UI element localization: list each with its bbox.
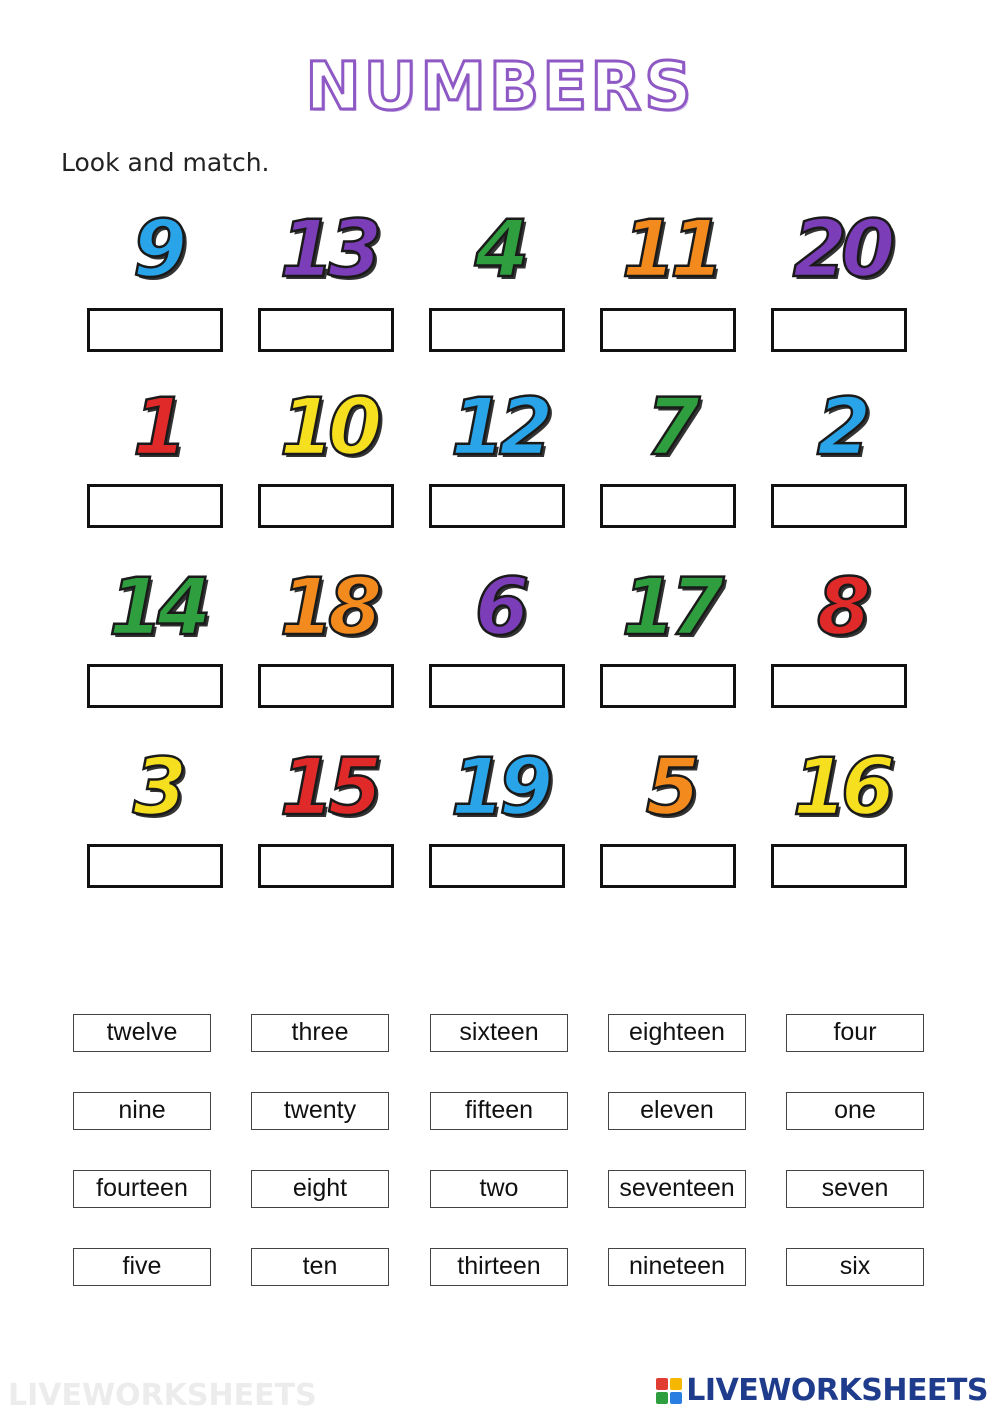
answer-drop-box[interactable]: [771, 484, 907, 528]
answer-drop-box[interactable]: [600, 844, 736, 888]
brand-icon: [656, 1378, 682, 1404]
word-tile[interactable]: eighteen: [608, 1014, 746, 1052]
answer-drop-box[interactable]: [600, 308, 736, 352]
word-tile[interactable]: nine: [73, 1092, 211, 1130]
answer-drop-box[interactable]: [771, 664, 907, 708]
word-tile[interactable]: eight: [251, 1170, 389, 1208]
answer-drop-box[interactable]: [258, 664, 394, 708]
number-19: 19: [450, 743, 548, 833]
word-tile[interactable]: fourteen: [73, 1170, 211, 1208]
number-2: 2: [816, 383, 866, 473]
answer-drop-box[interactable]: [429, 308, 565, 352]
page-title: NUMBERS: [305, 48, 695, 125]
word-tile[interactable]: sixteen: [430, 1014, 568, 1052]
answer-drop-box[interactable]: [600, 664, 736, 708]
answer-drop-box[interactable]: [429, 484, 565, 528]
number-18: 18: [279, 563, 377, 653]
answer-drop-box[interactable]: [600, 484, 736, 528]
watermark: LIVEWORKSHEETS: [8, 1378, 317, 1413]
number-1: 1: [132, 383, 182, 473]
word-tile[interactable]: five: [73, 1248, 211, 1286]
word-tile[interactable]: nineteen: [608, 1248, 746, 1286]
answer-drop-box[interactable]: [87, 844, 223, 888]
word-tile[interactable]: twelve: [73, 1014, 211, 1052]
word-tile[interactable]: seven: [786, 1170, 924, 1208]
answer-drop-box[interactable]: [429, 664, 565, 708]
brand-name: LIVEWORKSHEETS: [686, 1373, 988, 1408]
answer-drop-box[interactable]: [429, 844, 565, 888]
number-16: 16: [792, 743, 890, 833]
answer-drop-box[interactable]: [87, 308, 223, 352]
number-9: 9: [132, 205, 182, 295]
number-15: 15: [279, 743, 377, 833]
answer-drop-box[interactable]: [87, 484, 223, 528]
number-10: 10: [279, 383, 377, 473]
answer-drop-box[interactable]: [258, 308, 394, 352]
number-4: 4: [474, 205, 524, 295]
word-tile[interactable]: ten: [251, 1248, 389, 1286]
number-17: 17: [621, 563, 719, 653]
word-tile[interactable]: fifteen: [430, 1092, 568, 1130]
word-tile[interactable]: three: [251, 1014, 389, 1052]
number-11: 11: [621, 205, 719, 295]
number-13: 13: [279, 205, 377, 295]
number-6: 6: [474, 563, 524, 653]
word-tile[interactable]: two: [430, 1170, 568, 1208]
number-12: 12: [450, 383, 548, 473]
instruction-text: Look and match.: [61, 148, 270, 177]
answer-drop-box[interactable]: [87, 664, 223, 708]
number-3: 3: [132, 743, 182, 833]
brand-logo[interactable]: [656, 1373, 988, 1408]
number-5: 5: [645, 743, 695, 833]
word-tile[interactable]: thirteen: [430, 1248, 568, 1286]
word-tile[interactable]: four: [786, 1014, 924, 1052]
answer-drop-box[interactable]: [258, 484, 394, 528]
number-7: 7: [645, 383, 695, 473]
word-tile[interactable]: one: [786, 1092, 924, 1130]
word-tile[interactable]: six: [786, 1248, 924, 1286]
word-tile[interactable]: eleven: [608, 1092, 746, 1130]
number-14: 14: [108, 563, 206, 653]
answer-drop-box[interactable]: [771, 308, 907, 352]
answer-drop-box[interactable]: [258, 844, 394, 888]
number-8: 8: [816, 563, 866, 653]
word-tile[interactable]: twenty: [251, 1092, 389, 1130]
answer-drop-box[interactable]: [771, 844, 907, 888]
number-20: 20: [792, 205, 890, 295]
word-tile[interactable]: seventeen: [608, 1170, 746, 1208]
